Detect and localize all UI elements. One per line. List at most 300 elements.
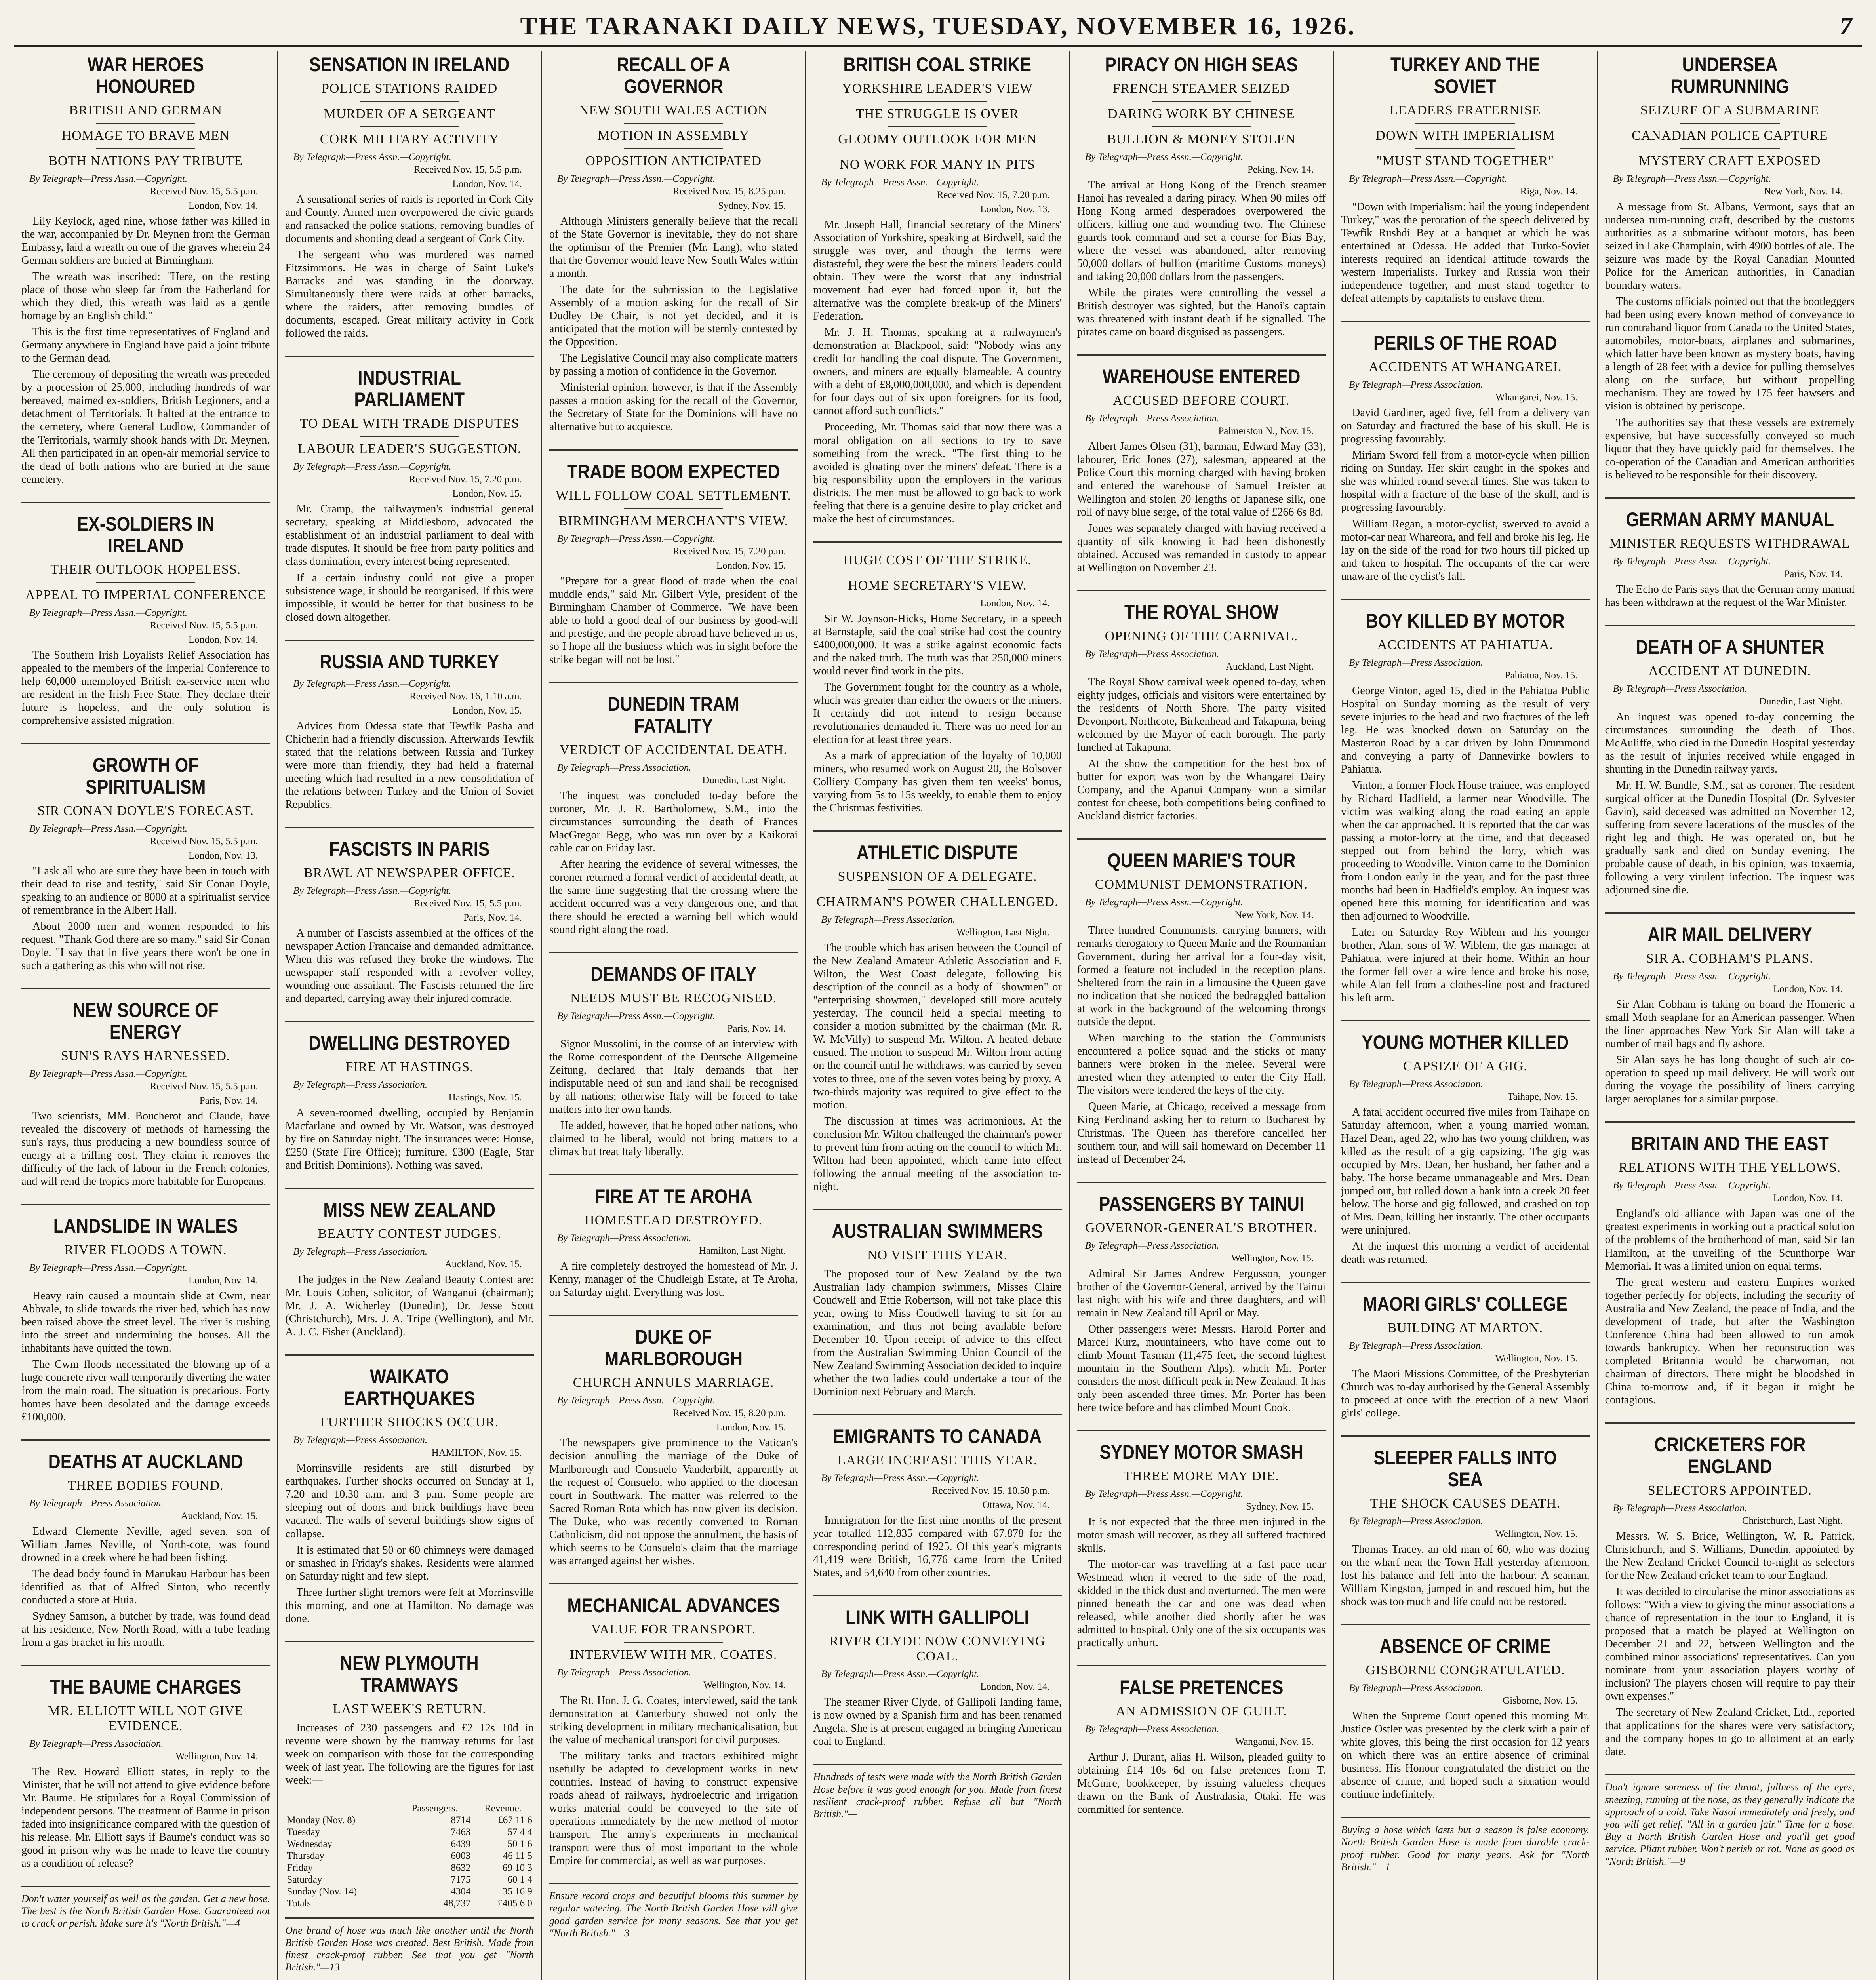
deck-rule — [1680, 148, 1780, 149]
credit-line: By Telegraph—Press Assn.—Copyright. — [29, 1262, 188, 1274]
deck: THE STRUGGLE IS OVER — [856, 107, 1019, 121]
dateline: Wellington, Nov. 14. — [703, 1679, 786, 1691]
deck: SEIZURE OF A SUBMARINE — [1640, 103, 1819, 118]
article-separator — [1341, 599, 1589, 600]
paragraph: It was decided to circularise the minor associations as follows: "With a view to giving the minor associations a chance of representation in the tour to England, it is proposed that a match be played at Wellington on December 21 and 22, between Wellington and the combined minor associations' representatives. Can you nominate from your association players worthy of inclusion? The players chosen will require to pay their own expenses." — [1605, 1586, 1855, 1703]
deck-rule — [1680, 123, 1780, 124]
dateline: London, Nov. 14. — [188, 200, 258, 211]
article — [549, 54, 798, 434]
dateline: London, Nov. 14. — [1773, 1193, 1843, 1204]
article — [285, 1199, 533, 1338]
article-body — [549, 575, 798, 666]
article — [285, 1366, 533, 1625]
headline: SLEEPER FALLS INTO SEA — [1373, 1446, 1557, 1491]
paragraph: The discussion at times was acrimonious. At the conclusion Mr. Wilton challenged the chairman's power to prevent him from acting on the council to which Mr. Wilton had been appointed, which came into effect following the annual meeting of the association to-night. — [813, 1115, 1062, 1193]
dateline: Wanganui, Nov. 15. — [1235, 1736, 1314, 1748]
table-cell: Sunday (Nov. 14) — [287, 1886, 357, 1897]
headline: LINK WITH GALLIPOLI — [846, 1606, 1029, 1629]
headline: WAR HEROES HONOURED — [87, 53, 204, 97]
received-line: Received Nov. 15, 7.20 p.m. — [409, 474, 522, 485]
deck-rule — [360, 101, 459, 102]
credit-line: By Telegraph—Press Association. — [1349, 379, 1483, 390]
deck: RIVER CLYDE NOW CONVEYING COAL. — [829, 1634, 1046, 1664]
dateline: London, Nov. 13. — [188, 850, 258, 861]
dateline: Wellington, Nov. 15. — [1495, 1528, 1578, 1539]
headline: AIR MAIL DELIVERY — [1647, 923, 1812, 946]
article — [1077, 366, 1326, 574]
article-body — [21, 649, 270, 727]
article-body — [1077, 440, 1326, 574]
headline: PERILS OF THE ROAD — [1373, 332, 1557, 354]
article — [21, 513, 270, 727]
paragraph: He added, however, that he hoped other nations, who claimed to be liberal, would not bring matters to a climax but treat Italy liberally. — [549, 1119, 798, 1158]
dateline: Dunedin, Last Night. — [702, 775, 786, 786]
dateline: London, Nov. 14. — [1773, 984, 1843, 995]
dateline: London, Nov. 15. — [716, 560, 786, 571]
deck-rule — [888, 889, 987, 890]
paragraph: Sydney Samson, a butcher by trade, was found dead at his residence, New North Road, with a tube leading from a gas bracket in his mouth. — [21, 1610, 270, 1649]
credit-line: By Telegraph—Press Assn.—Copyright. — [1613, 173, 1771, 184]
article-body — [285, 1462, 533, 1625]
headline: EMIGRANTS TO CANADA — [833, 1425, 1042, 1448]
headline: DUNEDIN TRAM FATALITY — [608, 693, 739, 737]
dateline: London, Nov. 14. — [188, 1275, 258, 1286]
column — [1598, 51, 1862, 1980]
advertisement: Buying a hose which lasts but a season is false economy. North British Garden Hose is made from durable crack-proof rubber. Good for many years. Ask for "North British."—1 — [1341, 1817, 1589, 1873]
paragraph: Advices from Odessa state that Tewfik Pasha and Chicherin had a friendly discussion. Afterwards Tewfik stated that the relations between Russia and Turkey were more than friendly, they had held a fraternal meeting which had resulted in a new consolidation of the relations between Turkey and the Union of Soviet Republics. — [285, 720, 534, 811]
article — [285, 367, 533, 623]
paragraph: The Legislative Council may also complicate matters by passing a motion of confidence in the Governor. — [549, 352, 798, 378]
deck-rule — [1415, 148, 1515, 149]
article — [813, 1220, 1061, 1398]
deck-rule — [1415, 123, 1515, 124]
dateline: Peking, Nov. 14. — [1247, 164, 1314, 175]
article-body — [1077, 1515, 1326, 1649]
paragraph: Thomas Tracey, an old man of 60, who was dozing on the wharf near the Town Hall yesterday afternoon, lost his balance and fell into the harbour. A seaman, William Kingston, jumped in and rescued him, but the shock was too much and life could not be restored. — [1341, 1543, 1590, 1608]
paragraph: About 2000 men and women responded to his request. "Thank God there are so many," said Sir Conan Doyle. "I say that in five years there won't be one in such a gathering as this who will not rise. — [21, 920, 270, 972]
article-separator — [1605, 912, 1855, 914]
table-cell: Thursday — [287, 1850, 324, 1861]
article-body — [1605, 998, 1855, 1106]
deck: FIRE AT HASTINGS. — [345, 1060, 474, 1075]
table-cell: 6439 — [451, 1838, 471, 1849]
paragraph: When the Supreme Court opened this morning Mr. Justice Ostler was presented by the clerk with a pair of white gloves, this being the first occasion for 12 years on which there was an entire absence of criminal business. His Honour congratulated the district on the absence of crime, and hoped such a situation would continue indefinitely. — [1341, 1710, 1590, 1801]
paragraph: A fatal accident occurred five miles from Taihape on Saturday afternoon, when a young married woman, Hazel Dean, aged 22, who has two young children, was killed as the result of a gig capsizing. The gig was occupied by Mrs. Dean, her husband, her father and a baby. The horse became unmanageable and Mrs. Dean jumped out, but rolled down a bank into a creek 20 feet below. The horse and gig followed, and crashed on top of Mrs. Dean, killing her instantly. The other occupants were uninjured. — [1341, 1106, 1590, 1236]
article-separator — [813, 1209, 1061, 1210]
credit-line: By Telegraph—Press Association. — [29, 1498, 164, 1509]
paragraph: The wreath was inscribed: "Here, on the resting place of those who sleep far from the Fatherland for which they died, this wreath was laid as a gentle homage by an English child." — [21, 270, 270, 322]
credit-line: By Telegraph—Press Association. — [1613, 683, 1747, 694]
headline: TURKEY AND THE SOVIET — [1390, 53, 1540, 97]
credit-line: By Telegraph—Press Association. — [1613, 1502, 1747, 1514]
deck: WILL FOLLOW COAL SETTLEMENT. — [556, 488, 791, 503]
paragraph: Mr. J. H. Thomas, speaking at a railwaymen's demonstration at Blackpool, said: "Nobody wins any credit for handling the coal dispute. The Government, owners, and miners are equally blameable. A country with a debt of £8,000,000,000, and which is dependent for four days out of six upon foreigners for its food, cannot afford such conflicts." — [813, 326, 1062, 417]
article-body — [1077, 924, 1326, 1166]
dateline: Dunedin, Last Night. — [1759, 696, 1843, 707]
article — [1341, 1635, 1589, 1801]
table-cell: £67 11 6 — [498, 1814, 532, 1826]
table-row — [285, 1814, 533, 1826]
paragraph: A fire completely destroyed the homestead of Mr. J. Kenny, manager of the Chudleigh Estate, at Te Aroha, on Saturday night. Everything was lost. — [549, 1260, 798, 1299]
article-separator — [21, 502, 270, 503]
dateline: Whangarei, Nov. 15. — [1495, 392, 1578, 403]
table-cell: 4304 — [451, 1886, 471, 1897]
dateline: London, Nov. 14. — [980, 598, 1050, 609]
article-body — [549, 1260, 798, 1299]
deck: HOMESTEAD DESTROYED. — [585, 1213, 762, 1228]
article — [1605, 1133, 1855, 1406]
article — [1077, 54, 1326, 339]
paragraph: An inquest was opened to-day concerning the circumstances surrounding the death of Thos. McAuliffe, who died in the Dunedin Hospital yesterday as the result of injuries received while engaged in shunting in the Dunedin railway yards. — [1605, 710, 1855, 775]
dateline: Sydney, Nov. 15. — [718, 200, 786, 211]
article-body — [285, 720, 533, 811]
deck: THE SHOCK CAUSES DEATH. — [1370, 1496, 1560, 1511]
deck: VALUE FOR TRANSPORT. — [591, 1622, 756, 1637]
article-separator — [285, 1021, 533, 1022]
page-number: 7 — [1840, 12, 1852, 40]
deck: GLOOMY OUTLOOK FOR MEN — [838, 132, 1037, 147]
dateline: New York, Nov. 14. — [1235, 910, 1314, 921]
article-separator — [285, 1641, 533, 1642]
paragraph: The military tanks and tractors exhibited might usefully be adapted to development works in new countries. Instead of having to construct expensive roads ahead of railways, hydroelectric and irrigation works material could be conveyed to the site of operations immediately by the new method of motor transport. The army's experiments in mechanical transport were thus of most important to the whole Empire for commercial, as well as war purposes. — [549, 1750, 798, 1867]
deck: MINISTER REQUESTS WITHDRAWAL — [1609, 536, 1850, 551]
headline: YOUNG MOTHER KILLED — [1362, 1031, 1569, 1054]
credit-line: By Telegraph—Press Association. — [1349, 1340, 1483, 1351]
paragraph: Heavy rain caused a mountain slide at Cwm, near Abbvale, to slide towards the river bed, which has now been raised above the street level. The river is rushing into the street and undermining the houses. All the inhabitants have quitted the town. — [21, 1290, 270, 1355]
paragraph: Two scientists, MM. Boucherot and Claude, have revealed the discovery of methods of harnessing the sun's rays, thus producing a new boundless source of energy at a trifling cost. They claim it removes the difficulty of the lack of labour in the French colonies, and will rend the tropics more habitable for Europeans. — [21, 1110, 270, 1188]
deck: NEEDS MUST BE RECOGNISED. — [570, 991, 777, 1006]
article-body — [1341, 1106, 1589, 1266]
table-cell: Friday — [287, 1862, 313, 1873]
deck: CHURCH ANNULS MARRIAGE. — [573, 1375, 774, 1390]
dateline: Wellington, Last Night. — [956, 927, 1050, 938]
dateline: Pahiatua, Nov. 15. — [1505, 670, 1578, 681]
article-separator — [813, 830, 1061, 832]
paragraph: Increases of 230 passengers and £2 12s 10d in revenue were shown by the tramway returns for last week on comparison with those for the corresponding week of last year. The following are the figures for last week:— — [285, 1721, 534, 1786]
credit-line: By Telegraph—Press Association. — [293, 1435, 428, 1446]
deck-rule — [1152, 101, 1251, 102]
dateline: Auckland, Nov. 15. — [444, 1259, 522, 1270]
credit-line: By Telegraph—Press Association. — [1085, 648, 1219, 659]
deck-rule — [624, 123, 723, 124]
credit-line: By Telegraph—Press Association. — [1085, 1724, 1219, 1735]
article-body — [813, 612, 1061, 815]
article-separator — [1077, 1182, 1326, 1183]
article — [813, 1607, 1061, 1748]
dateline: London, Nov. 13. — [980, 204, 1050, 215]
dateline: Paris, Nov. 14. — [199, 1095, 258, 1106]
deck-rule — [360, 126, 459, 127]
dateline: Paris, Nov. 14. — [463, 912, 522, 923]
article-separator — [21, 743, 270, 744]
paragraph: The sergeant who was murdered was named Fitzsimmons. He was in charge of Saint Luke's Barracks and was standing in the doorway. Simultaneously there were raids at other barracks, where the raiders, after removing bundles of documents, escaped. Great military activity in Cork followed the raids. — [285, 249, 534, 340]
article-body — [21, 864, 270, 972]
paragraph: The motor-car was travelling at a fast pace near Westmead when it veered to the side of the road, skidded in the thick dust and overturned. The men were pinned beneath the car and one was dead when released, while another died shortly after he was admitted to hospital. Only one of the six occupants was practically unhurt. — [1077, 1558, 1326, 1649]
article-body — [1341, 1367, 1589, 1420]
article-body — [813, 941, 1061, 1193]
article-separator — [1077, 354, 1326, 356]
deck: BRAWL AT NEWSPAPER OFFICE. — [304, 865, 516, 880]
deck: LAST WEEK'S RETURN. — [333, 1701, 486, 1716]
article-separator — [285, 827, 533, 828]
table-header: Revenue. — [484, 1803, 522, 1814]
credit-line: By Telegraph—Press Assn.—Copyright. — [293, 152, 451, 162]
article-separator — [1077, 590, 1326, 591]
article-separator — [813, 1414, 1061, 1415]
credit-line: By Telegraph—Press Assn.—Copyright. — [1085, 897, 1243, 908]
paragraph: The date for the submission to the Legislative Assembly of a motion asking for the recall of Sir Dudley De Chair, is not yet decided, and it is anticipated that the motion will be sternly contested by the Opposition. — [549, 284, 798, 348]
headline: ABSENCE OF CRIME — [1379, 1635, 1551, 1658]
paragraph: William Regan, a motor-cyclist, swerved to avoid a motor-car near Whareora, and fell and broke his leg. He lay on the side of the road for two hours till picked up and taken to hospital. The occupants of the car were unaware of the cyclist's fall. — [1341, 518, 1590, 583]
deck: VERDICT OF ACCIDENTAL DEATH. — [560, 742, 788, 757]
article-separator — [21, 988, 270, 989]
credit-line: By Telegraph—Press Assn.—Copyright. — [1085, 152, 1243, 162]
paragraph: The newspapers give prominence to the Vatican's decision annulling the marriage of the Duke of Marlborough and Consuelo Vanderbilt, apparently at the request of Consuelo, who applied to the diocesan court in Southwark. The matter was referred to the Sacred Roman Rota which has now given its decision. The Duke, who was recently converted to Roman Catholicism, did not oppose the annulment, the basis of which seems to be Consuelo's claim that the marriage was arranged against her wishes. — [549, 1437, 798, 1567]
article-separator — [813, 541, 1061, 543]
dateline: London, Nov. 15. — [452, 488, 522, 499]
deck-rule — [624, 508, 723, 509]
paragraph: It is not expected that the three men injured in the motor smash will recover, as they all suffered fractured skulls. — [1077, 1515, 1326, 1554]
paragraph: Sir Alan Cobham is taking on board the Homeric a small Moth seaplane for an American passenger. When the liner approaches New York Sir Alan will take a number of mail bags and fly ashore. — [1605, 998, 1855, 1050]
deck: ACCIDENTS AT WHANGAREI. — [1369, 360, 1562, 375]
article-separator — [21, 1439, 270, 1441]
paragraph: It is estimated that 50 or 60 chimneys were damaged or smashed in Friday's shakes. Residents were alarmed on Saturday night and few slept. — [285, 1544, 534, 1582]
article-separator — [285, 640, 533, 641]
paragraph: George Vinton, aged 15, died in the Pahiatua Public Hospital on Sunday morning as the result of very severe injuries to the head and two fractures of the left leg. He was knocked down on Saturday on the Masterton Road by a car driven by John Drummond and conveying a party of Dannevirke bowlers to Pahiatua. — [1341, 684, 1590, 775]
headline: BRITAIN AND THE EAST — [1631, 1133, 1829, 1155]
headline: MISS NEW ZEALAND — [323, 1199, 496, 1221]
deck-rule — [624, 148, 723, 149]
credit-line: By Telegraph—Press Association. — [1349, 1079, 1483, 1090]
paragraph: When marching to the station the Communists encountered a police squad and the sticks of many banners were broken in the melee. Several were arrested when they attempted to enter the City Hall. The visitors were tendered the keys of the city. — [1077, 1032, 1326, 1097]
article-body — [285, 1721, 533, 1787]
article — [1605, 924, 1855, 1106]
deck: MYSTERY CRAFT EXPOSED — [1639, 154, 1821, 168]
article — [1077, 850, 1326, 1166]
article-body — [549, 1038, 798, 1158]
table-cell: 50 1 6 — [507, 1838, 532, 1849]
deck: NO WORK FOR MANY IN PITS — [840, 157, 1035, 172]
paragraph: At the inquest this morning a verdict of accidental death was returned. — [1341, 1240, 1590, 1266]
credit-line: By Telegraph—Press Association. — [557, 762, 691, 773]
credit-line: By Telegraph—Press Assn.—Copyright. — [293, 885, 451, 896]
deck: COMMUNIST DEMONSTRATION. — [1095, 877, 1308, 892]
article — [813, 842, 1061, 1193]
headline: TRADE BOOM EXPECTED — [567, 460, 780, 483]
received-line: Received Nov. 15, 5.5 p.m. — [150, 836, 258, 847]
paragraph: The Government fought for the country as a whole, which was greater than either the owners or the miners. It certainly did not intend to resign because revolutionaries demanded it. There was no need for an election for at least three years. — [813, 681, 1062, 746]
paragraph: Proceeding, Mr. Thomas said that now there was a moral obligation on all sections to try to save something from the wreck. "The first thing to be avoided is gloating over the miners' defeat. There is a big responsibility upon the employers in the various districts. The men must be allowed to go back to work feeling that there is a genuine desire to play cricket and make the best of circumstances. — [813, 421, 1062, 525]
paragraph: Immigration for the first nine months of the present year totalled 112,835 compared with 67,878 for the corresponding period of 1925. Of this year's migrants 41,419 were British, 16,776 came from the United States, and 54,640 from other countries. — [813, 1514, 1062, 1579]
article-body — [285, 1273, 533, 1338]
dateline: Riga, Nov. 14. — [1520, 186, 1578, 197]
deck: INTERVIEW WITH MR. COATES. — [569, 1647, 777, 1662]
article-body — [813, 1268, 1061, 1398]
paragraph: Edward Clemente Neville, aged seven, son of William James Neville, of North-cote, was found drowned in a creek where he had been fishing. — [21, 1525, 270, 1564]
advertisement: Ensure record crops and beautiful blooms this summer by regular watering. The North British Garden Hose will give good garden service for many seasons. See that you get "North British."—3 — [549, 1883, 798, 1939]
dateline: London, Nov. 15. — [452, 705, 522, 716]
headline: RECALL OF A GOVERNOR — [617, 53, 730, 97]
headline: ATHLETIC DISPUTE — [857, 842, 1018, 864]
article-body — [813, 218, 1061, 525]
dateline: Wellington, Nov. 14. — [175, 1751, 258, 1762]
dateline: HAMILTON, Nov. 15. — [431, 1447, 522, 1458]
paragraph: The inquest was concluded to-day before the coroner, Mr. J. R. Bartholomew, S.M., into the circumstances surrounding the death of Frances MacGregor Begg, who was run over by a Kaikorai cable car on Friday last. — [549, 789, 798, 854]
article — [1605, 54, 1855, 482]
dateline: Hastings, Nov. 15. — [448, 1092, 522, 1103]
credit-line: By Telegraph—Press Assn.—Copyright. — [557, 533, 715, 544]
table-row — [285, 1850, 533, 1862]
deck: NEW SOUTH WALES ACTION — [579, 103, 768, 118]
paragraph: Three further slight tremors were felt at Morrinsville this morning, and one at Hamilton. No damage was done. — [285, 1586, 534, 1625]
article — [1605, 1434, 1855, 1759]
article-body — [1341, 1710, 1589, 1801]
dateline: New York, Nov. 14. — [1764, 186, 1843, 197]
article-body — [285, 1106, 533, 1172]
table-row — [285, 1862, 533, 1874]
credit-line: By Telegraph—Press Assn.—Copyright. — [29, 823, 188, 834]
article-separator — [549, 449, 798, 451]
dateline: London, Nov. 14. — [452, 179, 522, 189]
deck: RELATIONS WITH THE YELLOWS. — [1619, 1160, 1841, 1175]
article — [21, 54, 270, 486]
credit-line: By Telegraph—Press Assn.—Copyright. — [1349, 173, 1507, 184]
credit-line: By Telegraph—Press Assn.—Copyright. — [293, 678, 451, 689]
paragraph: Sir Alan says he has long thought of such air co-operation to speed up mail delivery. He will work out during the voyage the possibility of liners carrying larger aeroplanes for a similar purpose. — [1605, 1054, 1855, 1106]
paragraph: Miriam Sword fell from a motor-cycle when pillion riding on Sunday. Her skirt caught in the spokes and she was whirled round several times. She was taken to hospital with a fracture of the base of the skull, and is progressing favourably. — [1341, 449, 1590, 514]
headline: FALSE PRETENCES — [1119, 1676, 1284, 1699]
received-line: Received Nov. 15, 7.20 p.m. — [673, 546, 786, 557]
article-body — [1605, 583, 1855, 609]
credit-line: By Telegraph—Press Association. — [1349, 657, 1483, 668]
deck: DOWN WITH IMPERIALISM — [1375, 128, 1555, 143]
dateline: London, Nov. 15. — [716, 1422, 786, 1433]
article-body — [1341, 1543, 1589, 1608]
paragraph: The Southern Irish Loyalists Relief Association has appealed to the members of the Imperial Conference to help 60,000 unemployed British ex-service men who are resident in the Irish Free State. They declare their future is hopeless, and the only solution is comprehensive assisted migration. — [21, 649, 270, 727]
dateline: Sydney, Nov. 15. — [1246, 1501, 1314, 1512]
credit-line: By Telegraph—Press Assn.—Copyright. — [821, 177, 979, 188]
article — [21, 1676, 270, 1870]
article-body — [21, 1110, 270, 1188]
article — [1341, 1032, 1589, 1266]
paragraph: The arrival at Hong Kong of the French steamer Hanoi has revealed a daring piracy. When 90 miles off Hong Kong armed desperadoes overpowered the officers, killing one and wounding two. The Chinese guards took command and set a course for Bias Bay, where the vessel was abandoned, after removing 50,000 dollars of bullion (maritime Customs moneys) and taking 20,000 dollars from the passengers. — [1077, 179, 1326, 283]
paragraph: This is the first time representatives of England and Germany anywhere in England have paid a joint tribute to the German dead. — [21, 326, 270, 365]
article-body — [549, 789, 798, 936]
dateline: Ottawa, Nov. 14. — [982, 1500, 1050, 1511]
headline: CRICKETERS FOR ENGLAND — [1654, 1433, 1806, 1477]
dateline: London, Nov. 14. — [980, 1681, 1050, 1693]
deck: MR. ELLIOTT WILL NOT GIVE EVIDENCE. — [48, 1703, 244, 1733]
received-line: Received Nov. 15, 5.5 p.m. — [414, 164, 522, 175]
article-separator — [1341, 1020, 1589, 1021]
paragraph: Mr. Joseph Hall, financial secretary of the Miners' Association of Yorkshire, speaking at Birdwell, said the struggle was over, and though the terms were distasteful, they were the best the miners' leaders could obtain. They were the worst that any industrial movement had ever had forced upon it, but the alternative was the complete break-up of the Miners' Federation. — [813, 219, 1062, 323]
article-body — [813, 1696, 1061, 1748]
paragraph: Three hundred Communists, carrying banners, with remarks derogatory to Queen Marie and the Roumanian Government, during her arrival for a four-day visit, formed a feature not included in the reception plans. Sheltered from the rain in a limousine the Queen gave no indication that she noticed the bedraggled battalion at work in the background of the welcoming throngs outside the depot. — [1077, 924, 1326, 1028]
deck-rule — [96, 148, 195, 149]
deck: MURDER OF A SERGEANT — [324, 107, 495, 121]
article-body — [285, 193, 533, 340]
paragraph: Queen Marie, at Chicago, received a message from King Ferdinand asking her to return to Bucharest by Christmas. The Queen has therefore cancelled her southern tour, and will sail homeward on December 11 instead of December 24. — [1077, 1100, 1326, 1165]
deck: HUGE COST OF THE STRIKE. — [843, 552, 1032, 567]
deck: APPEAL TO IMPERIAL CONFERENCE — [25, 587, 266, 602]
table-cell: 6003 — [451, 1850, 471, 1861]
received-line: Received Nov. 15, 5.5 p.m. — [150, 1081, 258, 1092]
article-body — [21, 1765, 270, 1870]
deck: MOTION IN ASSEMBLY — [598, 128, 750, 143]
article — [21, 754, 270, 972]
paragraph: Lily Keylock, aged nine, whose father was killed in the war, accompanied by Dr. Meynen from the German Embassy, laid a wreath on one of the graves wherein 24 German soldiers are buried at Birmingham. — [21, 215, 270, 267]
column — [278, 51, 542, 1980]
article-separator — [1341, 1436, 1589, 1437]
dateline: Gisborne, Nov. 15. — [1503, 1695, 1578, 1706]
article-body — [1605, 200, 1855, 482]
credit-line: By Telegraph—Press Assn.—Copyright. — [557, 1011, 715, 1022]
column — [806, 51, 1070, 1980]
headline: WAIKATO EARTHQUAKES — [344, 1365, 476, 1410]
article — [1341, 332, 1589, 583]
deck-rule — [96, 582, 195, 583]
article-separator — [549, 1583, 798, 1584]
article-body — [1341, 200, 1589, 305]
article-separator — [1077, 1430, 1326, 1431]
deck: YORKSHIRE LEADER'S VIEW — [842, 81, 1033, 96]
deck: LEADERS FRATERNISE — [1390, 103, 1541, 118]
paragraph: A seven-roomed dwelling, occupied by Benjamin Macfarlane and owned by Mr. Watson, was destroyed by fire on Saturday night. The insurances were: House, £250 (State Fire Office); furniture, £300 (Eagle, Star and British Dominions). Nothing was saved. — [285, 1107, 534, 1172]
deck: "MUST STAND TOGETHER" — [1376, 154, 1554, 168]
paragraph: Admiral Sir James Andrew Fergusson, younger brother of the Governor-General, arrived by the Tainui last night with his wife and three daughters, and will remain in New Zealand till April or May. — [1077, 1267, 1326, 1319]
credit-line: By Telegraph—Press Association. — [821, 914, 955, 925]
article — [549, 963, 798, 1158]
article-separator — [285, 1354, 533, 1356]
paragraph: At the show the competition for the best box of butter for export was won by the Whangarei Dairy Company, and the Apanui Company won a similar contest for cheese, both competitions being confined to Auckland district factories. — [1077, 757, 1326, 822]
paragraph: The trouble which has arisen between the Council of the New Zealand Amateur Athletic Association and F. Wilton, the West Coast delegate, following his description of the council as a body of "showmen" or "enterprising showmen," developed still more acutely yesterday. The council held a special meeting to consider a motion submitted by the chairman (Mr. R. W. McVilly) to suspend Mr. Wilton. A heated debate ensued. The motion to suspend Mr. Wilton from acting on the council until he withdraws, was carried by seven votes to three, one of the seven votes being by proxy. A two-thirds majority was required to give effect to the motion. — [813, 942, 1062, 1111]
paragraph: Mr. Cramp, the railwaymen's industrial general secretary, speaking at Middlesboro, advocated the establishment of an industrial parliament to deal with trade disputes. It should be free from party politics and class domination, every interest being represented. — [285, 503, 534, 568]
article-separator — [1605, 1121, 1855, 1123]
paragraph: Jones was separately charged with having received a quantity of silk knowing it had been dishonestly obtained. Accused was remanded in custody to appear at Wellington on November 23. — [1077, 522, 1326, 574]
credit-line: By Telegraph—Press Association. — [29, 1738, 164, 1749]
deck: SELECTORS APPOINTED. — [1647, 1483, 1812, 1498]
paragraph: Ministerial opinion, however, is that if the Assembly passes a motion asking for the recall of the Governor, the Secretary of State for the Dominions will have no alternative but to acquiesce. — [549, 381, 798, 433]
deck-rule — [888, 126, 987, 127]
article-body — [1341, 406, 1589, 583]
column — [1334, 51, 1598, 1980]
article-separator — [1341, 1282, 1589, 1283]
article-body — [1077, 1751, 1326, 1816]
paragraph: After hearing the evidence of several witnesses, the coroner returned a formal verdict of accidental death, at the same time suggesting that the crossing where the accident occurred was a very dangerous one, and that there should be erected a warning bell which would sound right along the road. — [549, 858, 798, 936]
deck: LABOUR LEADER'S SUGGESTION. — [297, 442, 522, 457]
article — [285, 1653, 533, 1787]
deck: DARING WORK BY CHINESE — [1108, 107, 1295, 121]
article-separator — [285, 356, 533, 357]
credit-line: By Telegraph—Press Assn.—Copyright. — [821, 1669, 979, 1680]
table-cell: 60 1 4 — [507, 1874, 532, 1885]
deck: GISBORNE CONGRATULATED. — [1366, 1663, 1565, 1678]
table-row — [285, 1886, 533, 1898]
credit-line: By Telegraph—Press Assn.—Copyright. — [557, 1395, 715, 1406]
article-separator — [813, 1595, 1061, 1596]
deck: BEAUTY CONTEST JUDGES. — [318, 1226, 501, 1241]
article — [813, 1426, 1061, 1579]
article-body — [549, 1694, 798, 1867]
masthead-title: THE TARANAKI DAILY NEWS, TUESDAY, NOVEMBER 16, 1926. — [520, 12, 1356, 40]
deck: POLICE STATIONS RAIDED — [321, 81, 498, 96]
headline: THE BAUME CHARGES — [50, 1675, 242, 1698]
article-separator — [1077, 838, 1326, 840]
table-cell: Wednesday — [287, 1838, 333, 1849]
tramway-returns-table — [285, 1803, 533, 1910]
column — [542, 51, 806, 1980]
credit-line: By Telegraph—Press Association. — [1349, 1683, 1483, 1694]
